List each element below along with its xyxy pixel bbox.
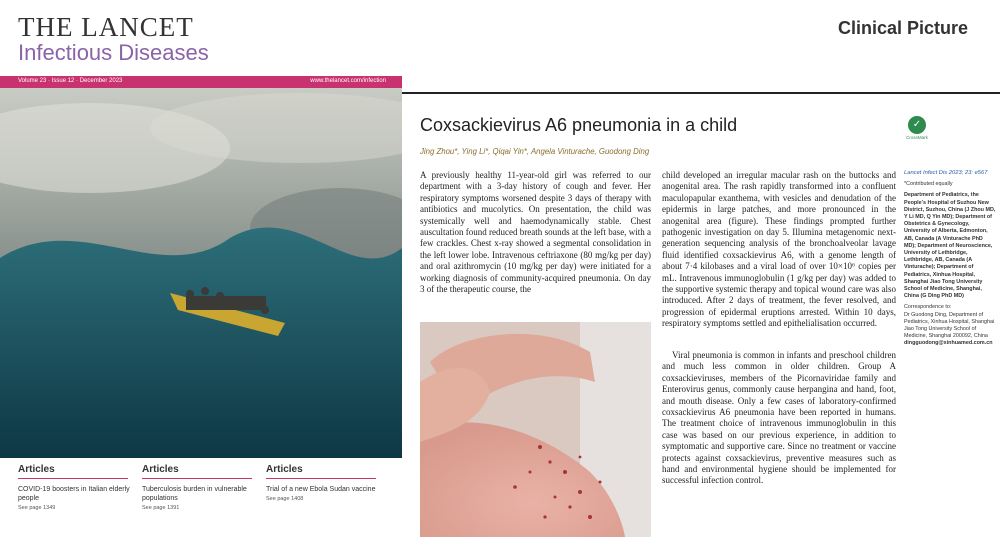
cover-article-page: See page 1391 <box>142 505 180 511</box>
article-sidebar <box>904 170 996 348</box>
cover-journal-name: Infectious Diseases <box>18 40 209 65</box>
article-column-1 <box>420 170 651 295</box>
crossmark-badge[interactable] <box>904 116 930 140</box>
cover-illustration <box>0 88 402 458</box>
article-column-2-continued <box>662 350 896 487</box>
article-authors: Jing Zhou*, Ying Li*, Qiqai Yin*, Angela Vinturache, Guodong Ding <box>420 147 650 156</box>
divider <box>402 92 1000 94</box>
clinical-photo <box>420 322 651 537</box>
cover-article-heading: Articles <box>266 464 303 475</box>
cover-issue-info: Volume 23 · Issue 12 · December 2023 <box>18 78 123 84</box>
cover-article-title: Tuberculosis burden in vulnerable populations <box>142 486 247 502</box>
body-paragraph: Viral pneumonia is common in infants and preschool children and much less common in older children. Group A coxsackieviruses, members of the Picornaviridae family and Enterovirus genus, commonly cause herpangina and hand, foot, and mouth disease. Only a few cases of laboratory-confirmed coxsackievirus A6 pneumonia have been reported in humans. The treatment choice of intravenous immunoglobulin in this case was based on our previous experience, in addition to symptomatic and supportive care. Since no treatment or vaccine protects against coxsackievirus, preventive measures such as hand and environmental hygiene should be implemented for successful infection control. <box>662 350 896 486</box>
divider <box>142 478 252 479</box>
crossmark-label: CrossMark <box>906 135 928 140</box>
cover-masthead: THE LANCET <box>18 12 194 42</box>
crossmark-icon: ✓ <box>908 116 926 134</box>
cover-article-heading: Articles <box>142 464 179 475</box>
divider <box>266 478 376 479</box>
affiliations: Department of Pediatrics, the People's Hospital of Suzhou New District, Suzhou, China (J Zhou MD, Y Li MD, Q Yin MD); Department of Obstetrics & Gynecology, University of Alberta, Edmonton, AB, Canada (A Vinturache PhD MD); Department of Neuroscience, University of Lethbridge, Lethbridge, AB, Canada (A Vinturache); Department of Pediatrics, Xinhua Hospital, Shanghai Jiao Tong University School of Medicine, Shanghai, China (G Ding PhD MD) <box>904 192 996 300</box>
body-paragraph: child developed an irregular macular rash on the buttocks and anogenital area. The rash rapidly transformed into a confluent maculopapular exanthema, with vesicles and denudation of the epidermis in large patches, and more pronounced in the anogenital area (figure). These findings prompted further pathogenic investigation on day 5. Illumina metagenomic next-generation sequencing analysis of the bronchoalveolar lavage fluid identified coxsackievirus A6, with a genome length of about 7·4 kilobases and a viral load of over 10×10⁶ copies per mL. Intravenous immunoglobulin (1 g/kg per day) was added to the supportive systemic therapy and topical wound care was also introduced. After 2 days of treatment, the fever resolved, and progression of epidermal eruptions arrested. Within 10 days, respiratory symptoms settled and epithelialisation occurred. <box>662 170 896 329</box>
correspondence-label: Correspondence to: <box>904 304 952 311</box>
cover-article-title: COVID-19 boosters in Italian elderly people <box>18 486 130 502</box>
correspondence-address: Dr Guodong Ding, Department of Pediatrics, Xinhua Hospital, Shanghai Jiao Tong University School of Medicine, Shanghai 200092, China <box>904 311 995 340</box>
cover-featured-articles <box>0 460 402 537</box>
correspondence-email[interactable]: dingguodong@xinhuamed.com.cn <box>904 340 993 347</box>
section-label: Clinical Picture <box>837 18 968 38</box>
contributed-note: *Contributed equally <box>904 181 953 188</box>
cover-article-page: See page 1349 <box>18 505 56 511</box>
cover-article[interactable] <box>18 460 136 511</box>
divider <box>18 478 128 479</box>
cover-article[interactable] <box>266 460 384 502</box>
cover-article-page: See page 1408 <box>266 496 304 502</box>
cover-issue-bar <box>0 76 402 88</box>
cover-article[interactable] <box>142 460 260 511</box>
article-column-2 <box>662 170 896 330</box>
article-title: Coxsackievirus A6 pneumonia in a child <box>420 115 738 135</box>
journal-cover <box>0 0 402 537</box>
cover-url: www.thelancet.com/infection <box>310 78 386 84</box>
body-paragraph: A previously healthy 11-year-old girl was referred to our department with a 3-day history of cough and fever. Her respiratory symptoms worsened despite 3 days of therapy with antibiotics and mucolytics. On presentation, the child was systemically well and haemodynamically stable. Chest auscultation found reduced breath sounds at the left base, with a few crackles. Chest x-ray showed a segmental consolidation in the left lower lobe. Intravenous ceftriaxone (80 mg/kg per day) and oral azithromycin (10 mg/kg per day) were initiated for a working diagnosis of community-acquired pneumonia. On day 3 of the therapeutic course, the <box>420 170 651 295</box>
cover-article-heading: Articles <box>18 464 55 475</box>
cover-article-title: Trial of a new Ebola Sudan vaccine <box>266 486 376 493</box>
citation: Lancet Infect Dis 2023; 23: e567 <box>904 170 988 176</box>
